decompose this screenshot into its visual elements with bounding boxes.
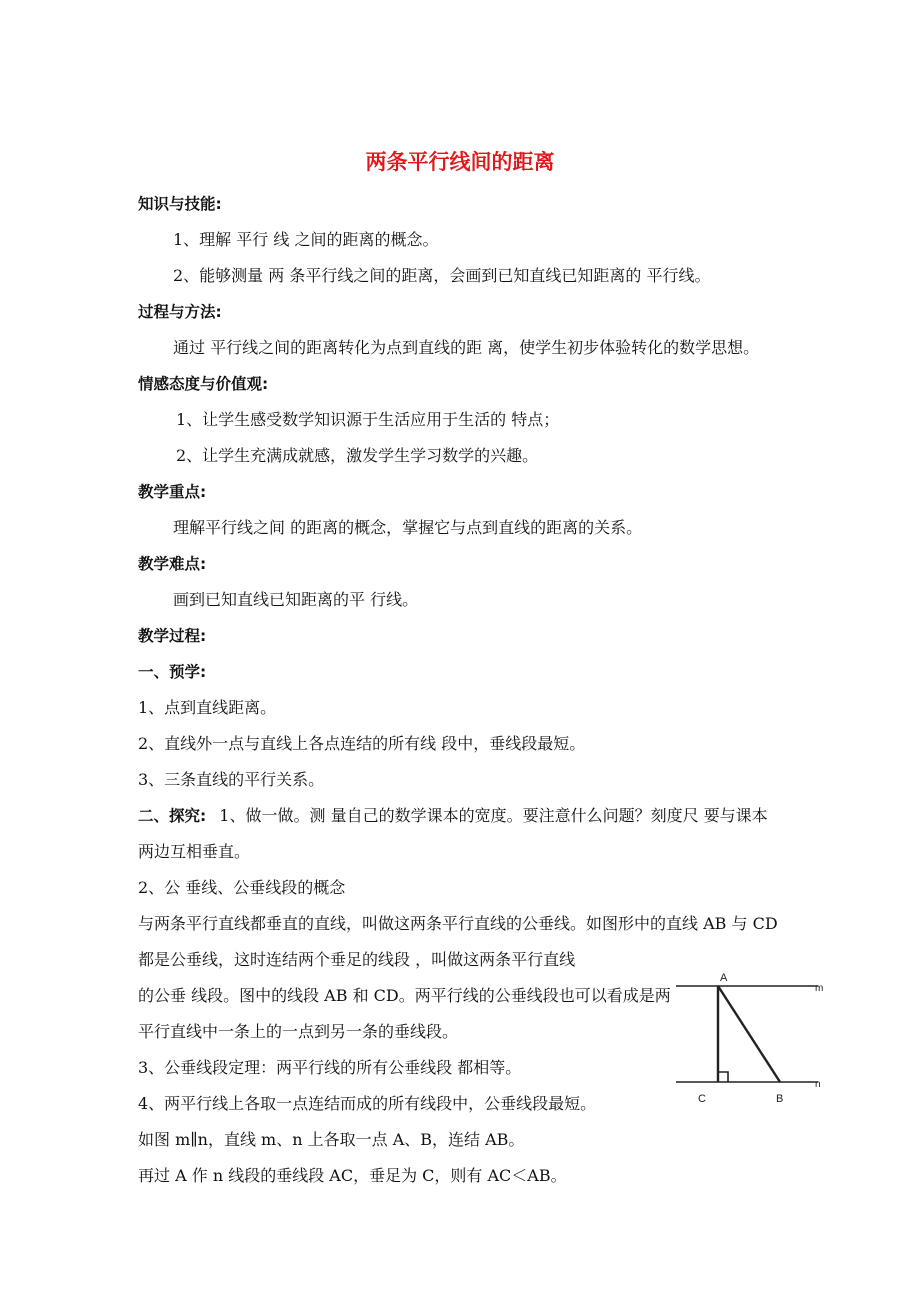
common-perpendicular-line-2: 都是公垂线，这时连结两个垂足的线段 ，叫做这两条平行直线 [138, 950, 576, 969]
process-heading: 过程与方法: [138, 303, 222, 321]
page-title: 两条平行线间的距离 [365, 150, 555, 174]
common-perpendicular-line-1: 与两条平行直线都垂直的直线，叫做这两条平行直线的公垂线。如图形中的直线 AB 与 CD [138, 914, 778, 933]
difficulty-text: 画到已知直线已知距离的平 行线。 [173, 590, 419, 609]
procedure-heading: 教学过程: [138, 627, 207, 645]
right-angle-mark [718, 1072, 728, 1082]
label-c: C [698, 1093, 706, 1105]
explore-heading: 二、探究: [138, 807, 207, 825]
key-point-heading: 教学重点: [138, 483, 207, 501]
attitude-item-2: 2、让学生充满成就感，激发学生学习数学的兴趣。 [176, 446, 539, 465]
label-a: A [720, 972, 728, 984]
preview-item-2: 2、直线外一点与直线上各点连结的所有线 段中，垂线段最短。 [138, 734, 586, 753]
common-perpendicular-line-3: 的公垂 线段。图中的线段 AB 和 CD。两平行线的公垂线段也可以看成是两 [138, 986, 671, 1005]
key-point-text: 理解平行线之间 的距离的概念，掌握它与点到直线的距离的关系。 [173, 518, 643, 537]
theorem-line: 3、公垂线段定理：两平行线的所有公垂线段 都相等。 [138, 1058, 522, 1077]
attitude-item-1: 1、让学生感受数学知识源于生活应用于生活的 特点； [176, 410, 560, 429]
parallel-lines-figure [668, 968, 828, 1108]
label-b: B [776, 1093, 784, 1105]
explore-item-1: 1、做一做。测 量自己的数学课本的宽度。要注意什么问题？刻度尺 要与课本 [219, 806, 768, 825]
shortest-line-3: 再过 A 作 n 线段的垂线段 AC，垂足为 C，则有 AC＜AB。 [138, 1166, 567, 1185]
difficulty-heading: 教学难点: [138, 555, 207, 573]
knowledge-item-1: 1、理解 平行 线 之间的距离的概念。 [173, 230, 439, 249]
shortest-line-2: 如图 m∥n，直线 m、n 上各取一点 A、B，连结 AB。 [138, 1130, 525, 1149]
preview-heading: 一、预学: [138, 663, 207, 681]
label-m: m [815, 983, 824, 994]
label-n: n [815, 1079, 821, 1090]
knowledge-item-2: 2、能够测量 两 条平行线之间的距离，会画到已知直线已知距离的 平行线。 [173, 266, 711, 285]
explore-line-2: 两边互相垂直。 [138, 842, 251, 861]
common-perpendicular-title: 2、公 垂线、公垂线段的概念 [138, 878, 346, 897]
shortest-line-1: 4、两平行线上各取一点连结而成的所有线段中，公垂线段最短。 [138, 1094, 597, 1113]
preview-item-1: 1、点到直线距离。 [138, 698, 277, 717]
knowledge-heading: 知识与技能: [138, 195, 222, 213]
process-text: 通过 平行线之间的距离转化为点到直线的距 离，使学生初步体验转化的数学思想。 [173, 338, 760, 357]
attitude-heading: 情感态度与价值观: [138, 375, 269, 393]
segment-ab [718, 986, 780, 1082]
explore-line-1 [138, 806, 768, 826]
common-perpendicular-line-4: 平行直线中一条上的一点到另一条的垂线段。 [138, 1022, 459, 1041]
preview-item-3: 3、三条直线的平行关系。 [138, 770, 325, 789]
